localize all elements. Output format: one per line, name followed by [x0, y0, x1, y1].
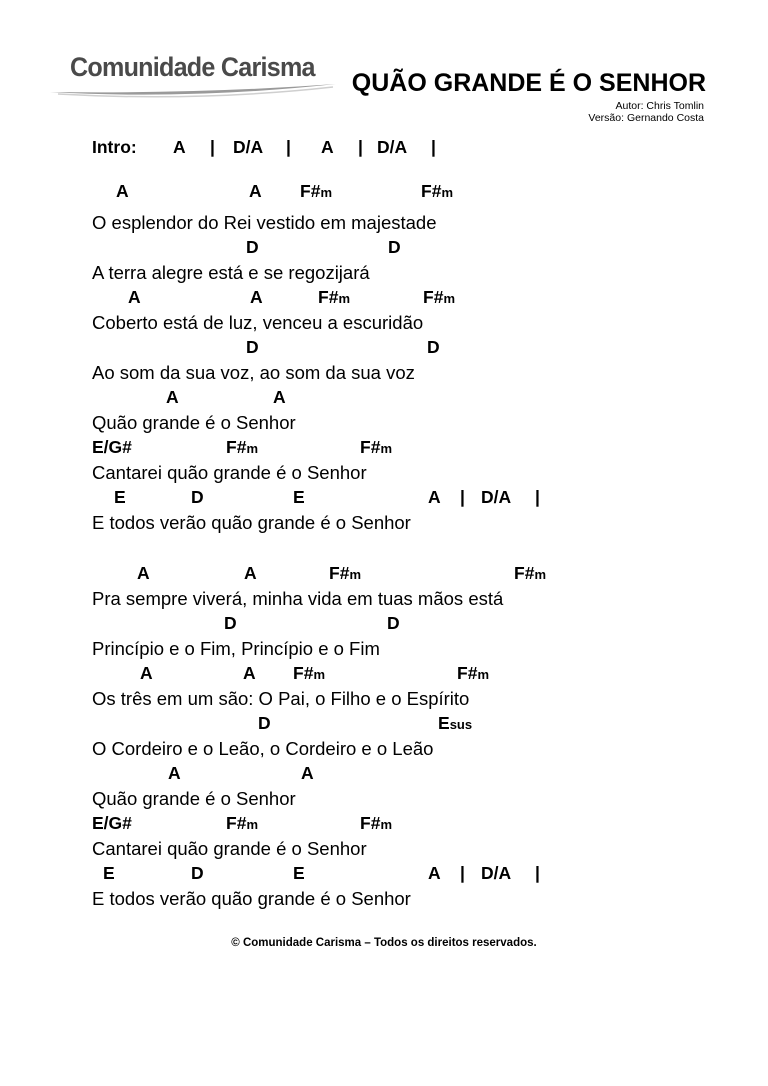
- chord: A: [168, 763, 181, 783]
- intro-label: Intro:: [92, 137, 137, 157]
- chord: A: [116, 181, 129, 201]
- chord-line: [92, 485, 540, 510]
- lyric-line: E todos verão quão grande é o Senhor: [92, 512, 411, 533]
- chord: E/G#: [92, 813, 132, 833]
- lyric-line: Pra sempre viverá, minha vida em tuas mãos está: [92, 588, 504, 609]
- chord-line: [92, 611, 400, 636]
- chord-line: [92, 811, 392, 836]
- chord: F#m: [226, 437, 258, 457]
- chord: D: [388, 237, 401, 257]
- song-credits: [588, 100, 704, 124]
- chord: A: [137, 563, 150, 583]
- chord-line: [92, 179, 453, 204]
- lyric-line: Coberto está de luz, venceu a escuridão: [92, 312, 424, 333]
- lyric-line: O Cordeiro e o Leão, o Cordeiro e o Leão: [92, 738, 434, 759]
- chord: A: [244, 563, 257, 583]
- chord: A: [166, 387, 179, 407]
- chord-bar: |: [535, 863, 540, 883]
- lyric-line: E todos verão quão grande é o Senhor: [92, 888, 411, 909]
- chord: A: [249, 181, 262, 201]
- chord: F#m: [300, 181, 332, 201]
- chord: A: [428, 863, 441, 883]
- intro-chord: D/A: [233, 137, 264, 157]
- intro-bar: |: [286, 137, 291, 157]
- chord-line: [92, 761, 314, 786]
- chord: F#m: [293, 663, 325, 683]
- chord-bar: |: [535, 487, 540, 507]
- chord: D: [191, 487, 204, 507]
- chord: D: [224, 613, 237, 633]
- chord-bar: |: [460, 863, 465, 883]
- chord: D: [427, 337, 440, 357]
- chord: F#m: [318, 287, 350, 307]
- chord-line: [92, 285, 455, 310]
- chord-line: [92, 385, 286, 410]
- chord: E: [293, 863, 305, 883]
- chord: A: [250, 287, 263, 307]
- brand-logo: [48, 50, 338, 100]
- chord: Esus: [438, 713, 473, 733]
- version-line: Versão: Gernando Costa: [588, 112, 704, 124]
- lyric-line: A terra alegre está e se regozijará: [92, 262, 370, 283]
- chord-line: [92, 235, 401, 260]
- chord: E: [293, 487, 305, 507]
- chord: F#m: [360, 437, 392, 457]
- intro-chord: A: [321, 137, 334, 157]
- chord-line: [92, 435, 392, 460]
- chord: E: [103, 863, 115, 883]
- chord-line: [92, 661, 489, 686]
- chord: F#m: [421, 181, 453, 201]
- chord: D: [246, 337, 259, 357]
- chord: E/G#: [92, 437, 132, 457]
- lyric-line: O esplendor do Rei vestido em majestade: [92, 212, 437, 233]
- intro-bar: |: [431, 137, 436, 157]
- intro-chord: D/A: [377, 137, 408, 157]
- chord: F#m: [360, 813, 392, 833]
- chord-line: [92, 711, 473, 736]
- chord: D/A: [481, 863, 512, 883]
- copyright-footer: © Comunidade Carisma – Todos os direitos reservados.: [231, 937, 537, 949]
- lyric-line: Quão grande é o Senhor: [92, 788, 296, 809]
- lyric-line: Cantarei quão grande é o Senhor: [92, 838, 367, 859]
- chord: A: [273, 387, 286, 407]
- lyric-line: Quão grande é o Senhor: [92, 412, 296, 433]
- chord-line: [92, 861, 540, 886]
- logo-swoosh-icon: [48, 72, 338, 102]
- intro-bar: |: [358, 137, 363, 157]
- chord: D/A: [481, 487, 512, 507]
- chord: E: [114, 487, 126, 507]
- chord: D: [387, 613, 400, 633]
- author-line: Autor: Chris Tomlin: [615, 100, 704, 112]
- chord: D: [191, 863, 204, 883]
- chord: F#m: [226, 813, 258, 833]
- chord: D: [258, 713, 271, 733]
- intro-line: [92, 137, 492, 162]
- chord: A: [428, 487, 441, 507]
- chord-line: [92, 335, 440, 360]
- intro-bar: |: [210, 137, 215, 157]
- chord: D: [246, 237, 259, 257]
- song-title: QUÃO GRANDE É O SENHOR: [351, 69, 706, 97]
- chord: A: [301, 763, 314, 783]
- intro-chord: A: [173, 137, 186, 157]
- chord: A: [140, 663, 153, 683]
- lyric-line: Cantarei quão grande é o Senhor: [92, 462, 367, 483]
- chord: A: [243, 663, 256, 683]
- logo-text: Comunidade Carisma: [70, 52, 315, 82]
- chord: F#m: [329, 563, 361, 583]
- lyric-line: Princípio e o Fim, Princípio e o Fim: [92, 638, 380, 659]
- lyric-line: Ao som da sua voz, ao som da sua voz: [92, 362, 415, 383]
- chord-bar: |: [460, 487, 465, 507]
- lyric-line: Os três em um são: O Pai, o Filho e o Espírito: [92, 688, 470, 709]
- chord: F#m: [423, 287, 455, 307]
- chord-line: [92, 561, 546, 586]
- chord: A: [128, 287, 141, 307]
- chord: F#m: [457, 663, 489, 683]
- chord: F#m: [514, 563, 546, 583]
